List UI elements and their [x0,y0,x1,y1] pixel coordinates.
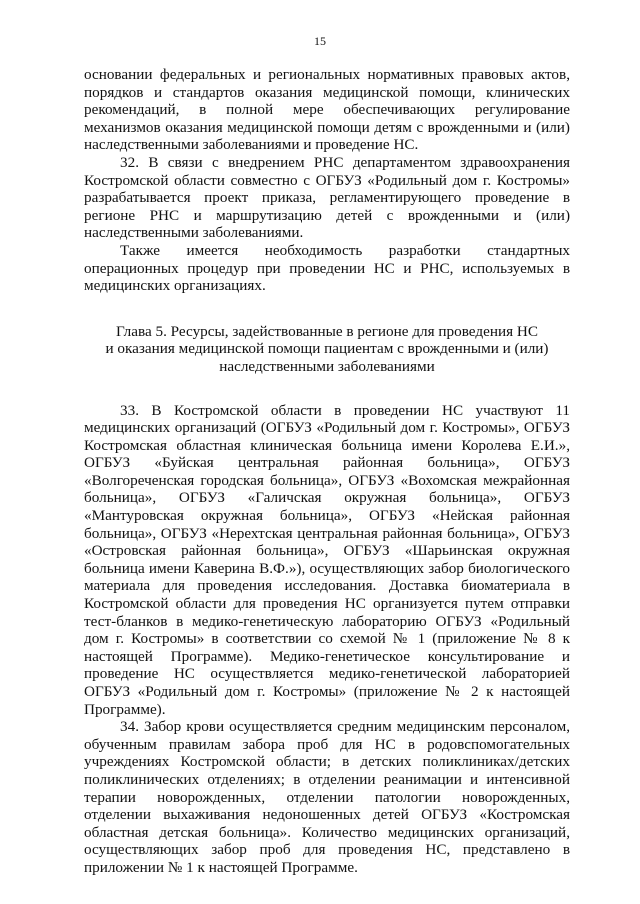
paragraph-continuation: основании федеральных и региональных нормативных правовых актов, порядков и стандартов оказания медицинской помощи, клинических рекомендаций, в полной мере обеспечивающих регулирование механизмов оказания медицинской помощи детям с врожденными и (или) наследственными заболеваниями и проведение НС. [84,66,570,154]
chapter-heading-line-2: и оказания медицинской помощи пациентам с врожденными и (или) [105,340,549,358]
paragraph-32: 32. В связи с внедрением РНС департаментом здравоохранения Костромской области совместно с ОГБУЗ «Родильный дом г. Костромы» разрабатывается проект приказа, регламентирующего проведение в регионе РНС и маршрутизацию детей с врожденными и (или) наследственными заболеваниями. [84,153,570,242]
chapter-heading-line-1: Глава 5. Ресурсы, задействованные в регионе для проведения НС [116,322,538,340]
paragraph-also-needed: Также имеется необходимость разработки стандартных операционных процедур при проведении НС и РНС, используемых в медицинских организациях. [84,241,570,295]
page-number: 15 [314,34,326,48]
chapter-heading-line-3: наследственными заболеваниями [219,357,435,375]
paragraph-34: 34. Забор крови осуществляется средним медицинским персоналом, обученным правилам забора проб для НС в родовспомогательных учреждениях Костромской области; в детских поликлиниках/детских поликлинических отделениях; в отделении реанимации и интенсивной терапии новорожденных, отделении патологии новорожденных, отделении выхаживания недоношенных детей ОГБУЗ «Костромская областная детская больница». Количество медицинских организаций, осуществляющих забор проб для проведения НС, представлено в приложении № 1 к настоящей Программе. [84,718,570,876]
paragraph-33: 33. В Костромской области в проведении НС участвуют 11 медицинских организаций (ОГБУЗ «Родильный дом г. Костромы», ОГБУЗ Костромская областная клиническая больница имени Королева Е.И.», ОГБУЗ «Буйская центральная районная больница», ОГБУЗ «Волгореченская городская больница», ОГБУЗ «Вохомская межрайонная больница», ОГБУЗ «Галичская окружная больница», ОГБУЗ «Мантуровская окружная больница», ОГБУЗ «Нейская районная больница», ОГБУЗ «Нерехтская центральная районная больница», ОГБУЗ «Островская районная больница», ОГБУЗ «Шарьинская окружная больница имени Каверина В.Ф.»), осуществляющих забор биологического материала для проведения исследования. Доставка биоматериала в Костромской области для проведения НС организуется путем отправки тест-бланков в медико-генетическую лабораторию ОГБУЗ «Родильный дом г. Костромы» в соответствии со схемой № 1 (приложение № 8 к настоящей Программе). Медико-генетическое консультирование и проведение НС осуществляется медико-генетической лабораторией ОГБУЗ «Родильный дом г. Костромы» (приложение № 2 к настоящей Программе). [84,401,570,718]
document-body [84,66,570,877]
chapter-heading [84,323,570,376]
